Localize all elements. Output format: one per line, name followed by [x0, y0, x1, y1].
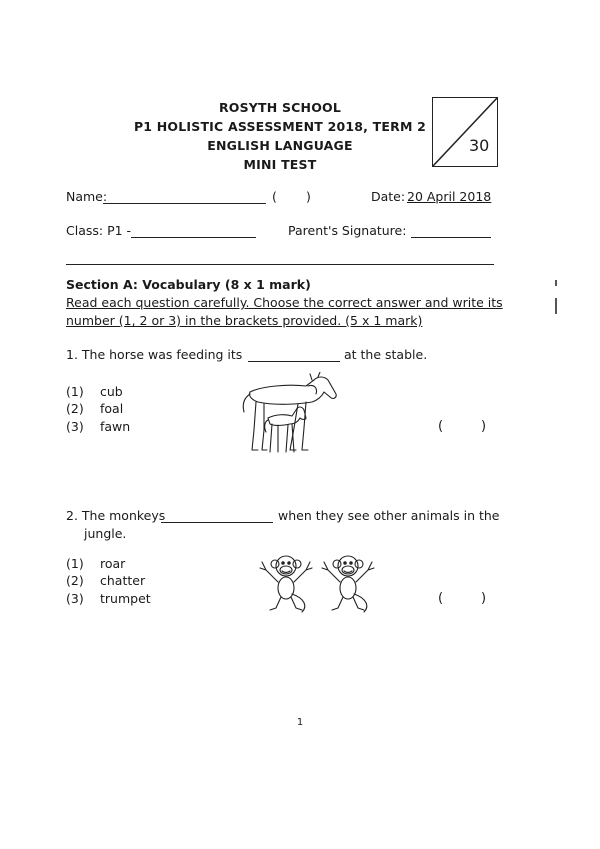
class-field[interactable] [131, 237, 256, 238]
monkeys-icon [256, 550, 378, 614]
question-2-option-num: (2) [66, 573, 84, 588]
name-field[interactable] [103, 203, 266, 204]
question-2-option-num: (3) [66, 591, 84, 606]
question-2-bracket-open: ( [438, 591, 444, 606]
question-2-option-text: roar [100, 556, 126, 571]
divider-line [66, 264, 494, 265]
section-instruction-line1: Read each question carefully. Choose the correct answer and write its [66, 295, 503, 310]
name-label: Name: [66, 189, 108, 204]
question-1-option-text: cub [100, 384, 123, 399]
section-title: Section A: Vocabulary (8 x 1 mark) [66, 277, 311, 292]
scan-mark [555, 298, 557, 314]
question-1-text-after: at the stable. [344, 347, 428, 362]
test-title: MINI TEST [243, 157, 317, 172]
question-2-text-before: 2. The monkeys [66, 508, 166, 523]
question-1-option-text: foal [100, 401, 124, 416]
question-2-option-text: chatter [100, 573, 146, 588]
question-2-answer-box[interactable] [448, 590, 478, 608]
question-2-text-after: when they see other animals in the [278, 508, 500, 523]
question-2-blank[interactable] [161, 522, 273, 523]
date-value: 20 April 2018 [407, 189, 492, 204]
question-1-option-num: (3) [66, 419, 84, 434]
signature-field[interactable] [411, 237, 491, 238]
question-1-answer-box[interactable] [448, 418, 478, 436]
class-label: Class: P1 - [66, 223, 132, 238]
question-2-option-text: trumpet [100, 591, 151, 606]
page-number: 1 [296, 717, 304, 728]
question-2-text-continuation: jungle. [84, 526, 127, 541]
horse-and-foal-icon [236, 372, 338, 456]
date-label: Date: [371, 189, 406, 204]
school-name: ROSYTH SCHOOL [218, 100, 342, 115]
score-box [432, 97, 498, 167]
question-1-option-num: (2) [66, 401, 84, 416]
assessment-title: P1 HOLISTIC ASSESSMENT 2018, TERM 2 [133, 119, 427, 134]
signature-label: Parent's Signature: [288, 223, 407, 238]
score-box-diagonal [433, 98, 497, 166]
question-2-option-num: (1) [66, 556, 84, 571]
subject-title: ENGLISH LANGUAGE [207, 138, 353, 153]
name-bracket-open: ( [272, 189, 277, 204]
scan-mark [555, 280, 557, 286]
question-2-bracket-close: ) [481, 591, 487, 606]
question-1-bracket-open: ( [438, 419, 444, 434]
name-bracket-close: ) [306, 189, 311, 204]
question-1-bracket-close: ) [481, 419, 487, 434]
question-1-option-num: (1) [66, 384, 84, 399]
total-marks: 30 [469, 136, 490, 155]
section-instruction-line2: number (1, 2 or 3) in the brackets provided. (5 x 1 mark) [66, 313, 423, 328]
question-1-option-text: fawn [100, 419, 131, 434]
question-1-blank[interactable] [248, 361, 340, 362]
question-1-text-before: 1. The horse was feeding its [66, 347, 243, 362]
